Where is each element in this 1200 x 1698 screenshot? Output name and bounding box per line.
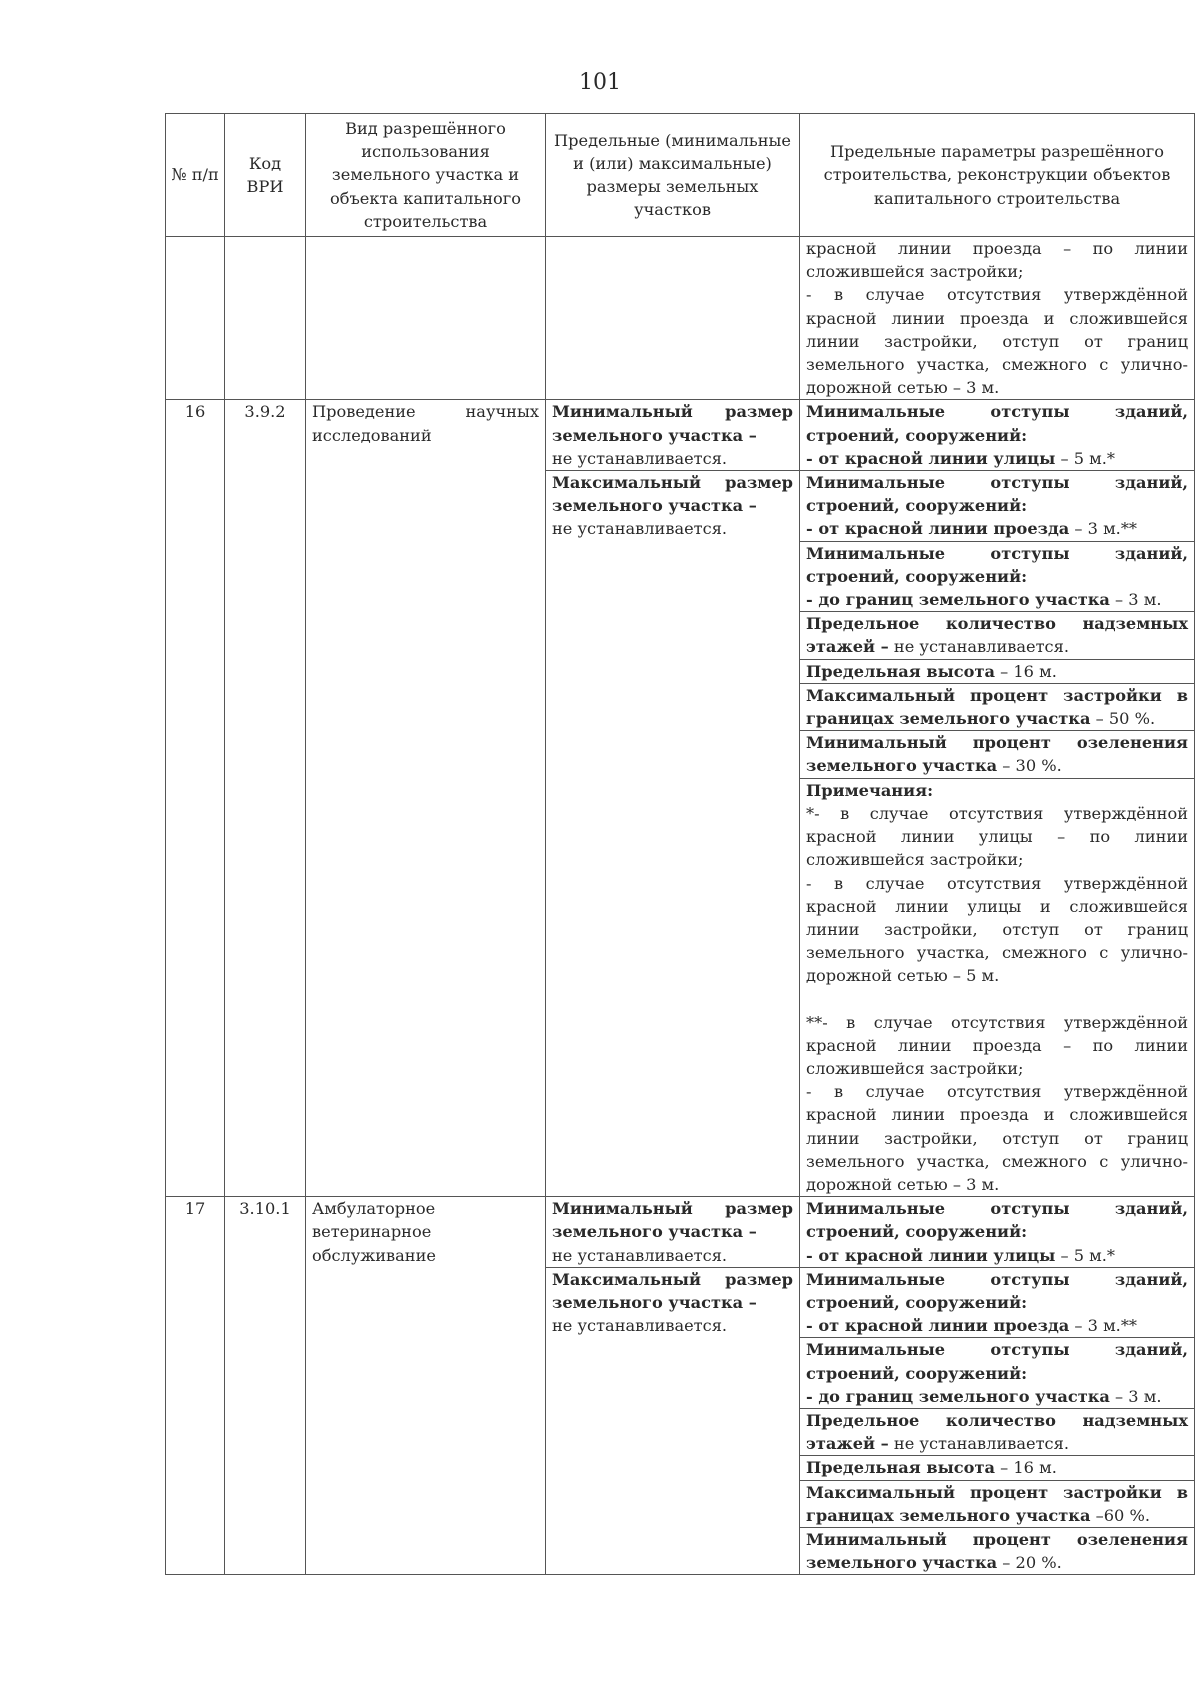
param-value: –60 %.: [1090, 1505, 1150, 1525]
header-params: Предельные параметры разрешённого строительства, реконструкции объектов капитального строительства: [800, 114, 1195, 237]
text-line: красной линии проезда – по линии: [806, 239, 1188, 259]
min-size-cell: [546, 400, 800, 471]
param-item: - от красной линии проезда: [806, 519, 1070, 539]
param-setback-street: [800, 400, 1195, 471]
param-label: Минимальные отступы зданий, строений, сооружений:: [806, 402, 1188, 445]
header-code: Код ВРИ: [225, 114, 306, 237]
param-label: Максимальный процент застройки в границах земельного участка: [806, 1482, 1188, 1525]
param-value: – 3 м.: [1109, 590, 1162, 610]
param-green-percent: [800, 1527, 1195, 1574]
param-value: не устанавливается.: [888, 637, 1069, 657]
param-setback-plot: [800, 1338, 1195, 1409]
param-value: – 3 м.**: [1069, 1316, 1138, 1336]
param-green-percent: [800, 731, 1195, 778]
text-line: дорожной сетью – 3 м.: [806, 378, 1000, 398]
min-size-label: Минимальный размер земельного участка –: [552, 1199, 793, 1242]
cell-empty: [546, 237, 800, 400]
cell-empty: [225, 237, 306, 400]
cell-empty: [306, 237, 546, 400]
notes-title: Примечания:: [806, 780, 934, 800]
page-number: 101: [579, 70, 621, 95]
param-item: - от красной линии проезда: [806, 1316, 1070, 1336]
header-use: Вид разрешённого использования земельного участка и объекта капитального строительства: [306, 114, 546, 237]
row-code: 3.9.2: [225, 400, 306, 1197]
param-value: – 50 %.: [1090, 709, 1156, 729]
table-row-continuation: [166, 237, 1195, 400]
note-text: **- в случае отсутствия утверждённой красной линии проезда – по линии сложившейся застройки;: [806, 1012, 1188, 1078]
param-value: – 5 м.*: [1055, 1245, 1116, 1265]
row-code: 3.10.1: [225, 1197, 306, 1575]
param-label: Минимальные отступы зданий, строений, сооружений:: [806, 1199, 1188, 1242]
max-size-value: не устанавливается.: [552, 1316, 728, 1336]
text-line: сложившейся застройки;: [806, 262, 1024, 282]
param-value: – 5 м.*: [1055, 448, 1116, 468]
min-size-label: Минимальный размер земельного участка –: [552, 402, 793, 445]
text-line: - в случае отсутствия утверждённой: [806, 285, 1188, 305]
param-setback-plot: [800, 541, 1195, 612]
param-label: Минимальные отступы зданий, строений, сооружений:: [806, 1269, 1188, 1312]
note-text: *- в случае отсутствия утверждённой красной линии улицы – по линии сложившейся застройки;: [806, 803, 1188, 870]
table-header-row: [166, 114, 1195, 237]
param-build-percent: [800, 1480, 1195, 1527]
param-height: [800, 1456, 1195, 1480]
param-floors: [800, 1408, 1195, 1455]
param-item: - от красной линии улицы: [806, 448, 1056, 468]
row-number: 17: [166, 1197, 225, 1575]
param-floors: [800, 612, 1195, 659]
param-label: Предельная высота: [806, 1458, 995, 1478]
row-use-type: Амбулаторное ветеринарное обслуживание: [306, 1197, 546, 1575]
param-value: – 3 м.**: [1069, 519, 1138, 539]
param-label: Минимальный процент озеленения земельного участка: [806, 1529, 1188, 1573]
table-row-16: [166, 400, 1195, 471]
notes-cell: [800, 778, 1195, 1196]
max-size-cell: [546, 1267, 800, 1575]
min-size-cell: [546, 1197, 800, 1268]
regulations-table: [165, 113, 1195, 1575]
param-value: – 20 %.: [997, 1553, 1062, 1573]
param-setback-street: [800, 1197, 1195, 1268]
param-value: – 3 м.: [1109, 1386, 1162, 1406]
text-line: красной линии проезда и сложившейся: [806, 308, 1188, 328]
note-text: - в случае отсутствия утверждённой красной линии проезда и сложившейся линии застройки, отступ от границ земельного участка, смежного с улично-дорожной сетью – 3 м.: [806, 1082, 1188, 1194]
param-value: – 16 м.: [994, 1458, 1057, 1478]
param-label: Минимальные отступы зданий, строений, сооружений:: [806, 1340, 1188, 1383]
param-setback-drive: [800, 471, 1195, 542]
note-text: - в случае отсутствия утверждённой красной линии улицы и сложившейся линии застройки, отступ от границ земельного участка, смежного с улично-дорожной сетью – 5 м.: [806, 873, 1188, 986]
param-height: [800, 659, 1195, 683]
text-line: земельного участка, смежного с улично-: [806, 355, 1188, 375]
min-size-value: не устанавливается.: [552, 448, 728, 468]
table-row-17: [166, 1197, 1195, 1268]
param-label: Минимальные отступы зданий, строений, сооружений:: [806, 473, 1188, 516]
max-size-cell: [546, 471, 800, 1197]
param-label: Предельное количество надземных этажей –: [806, 1410, 1188, 1454]
param-value: не устанавливается.: [888, 1434, 1069, 1454]
header-num: № п/п: [166, 114, 225, 237]
max-size-label: Максимальный размер земельного участка –: [552, 1269, 793, 1312]
header-size: Предельные (минимальные и (или) максимальные) размеры земельных участков: [546, 114, 800, 237]
cell-empty: [166, 237, 225, 400]
param-value: – 16 м.: [994, 661, 1057, 681]
param-label: Минимальные отступы зданий, строений, сооружений:: [806, 543, 1188, 586]
param-label: Максимальный процент застройки в границах земельного участка: [806, 685, 1188, 729]
param-value: – 30 %.: [997, 756, 1062, 776]
continuation-cell: [800, 237, 1195, 400]
min-size-value: не устанавливается.: [552, 1245, 728, 1265]
param-label: Минимальный процент озеленения земельного участка: [806, 733, 1188, 776]
max-size-label: Максимальный размер земельного участка –: [552, 473, 793, 516]
max-size-value: не устанавливается.: [552, 519, 728, 539]
row-use-type: Проведение научных исследований: [306, 400, 546, 1197]
param-item: - до границ земельного участка: [806, 590, 1110, 610]
param-label: Предельное количество надземных этажей –: [806, 614, 1188, 657]
param-item: - до границ земельного участка: [806, 1386, 1110, 1406]
text-line: линии застройки, отступ от границ: [806, 331, 1188, 351]
param-setback-drive: [800, 1267, 1195, 1338]
param-item: - от красной линии улицы: [806, 1245, 1056, 1265]
param-label: Предельная высота: [806, 661, 995, 681]
row-number: 16: [166, 400, 225, 1197]
param-build-percent: [800, 683, 1195, 730]
